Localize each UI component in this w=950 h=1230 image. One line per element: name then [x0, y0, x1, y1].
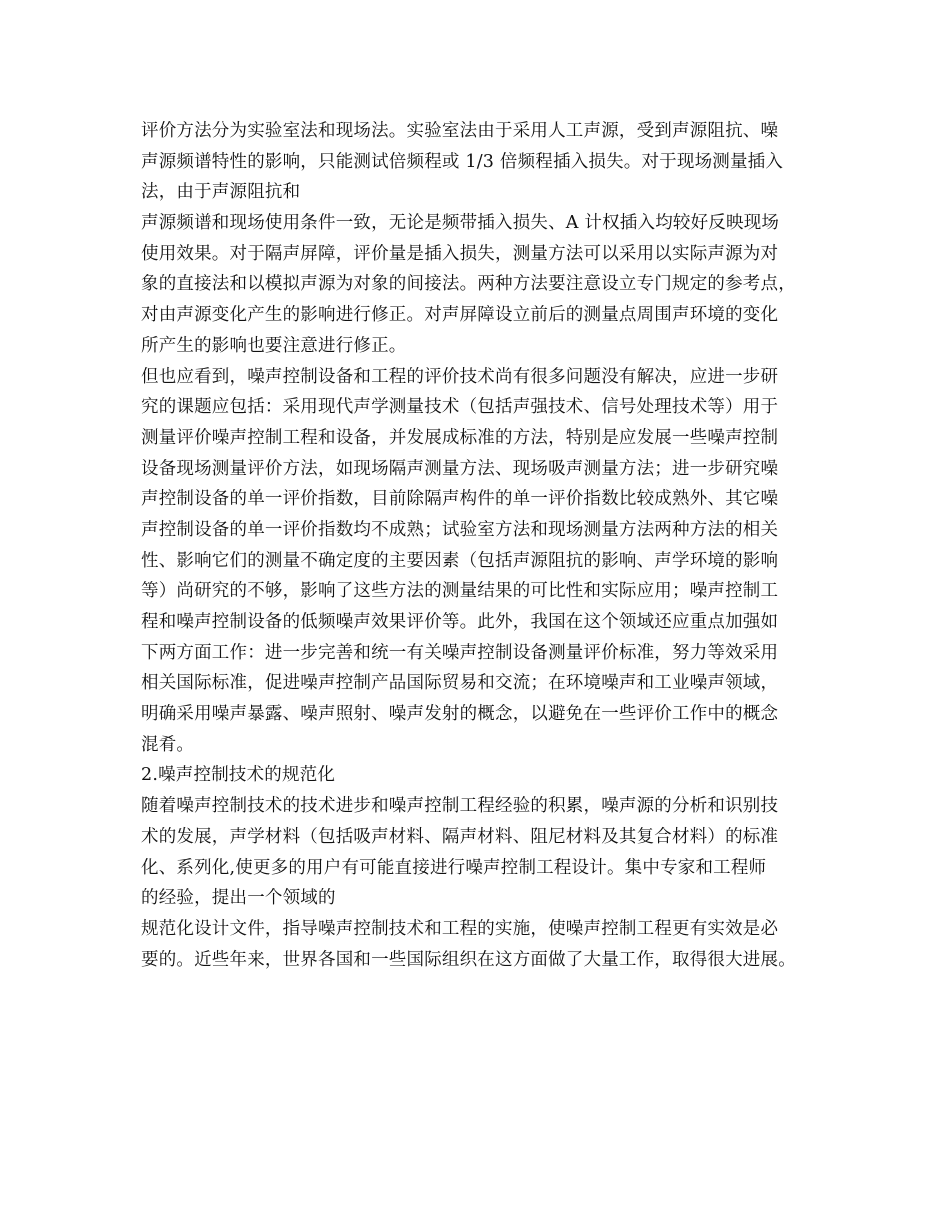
text-line: 法，由于声源阻抗和	[141, 182, 301, 203]
text-line: 性、影响它们的测量不确定度的主要因素（包括声源阻抗的影响、声学环境的影响	[141, 550, 779, 571]
text-line: 下两方面工作：进一步完善和统一有关噪声控制设备测量评价标准，努力等效采用	[141, 642, 779, 663]
text-line: 程和噪声控制设备的低频噪声效果评价等。此外，我国在这个领域还应重点加强如	[141, 612, 779, 632]
document-body	[141, 116, 841, 975]
text-line: 规范化设计文件，指导噪声控制技术和工程的实施，使噪声控制工程更有实效是必	[141, 918, 779, 939]
text-line: 设备现场测量评价方法，如现场隔声测量方法、现场吸声测量方法；进一步研究噪	[141, 458, 779, 479]
text-line: 声源频谱和现场使用条件一致，无论是频带插入损失、A 计权插入均较好反映现场	[141, 213, 780, 234]
text-line: 的经验，提出一个领域的	[141, 888, 336, 909]
text-line: 相关国际标准，促进噪声控制产品国际贸易和交流；在环境噪声和工业噪声领域，	[141, 673, 779, 694]
text-line: 使用效果。对于隔声屏障，评价量是插入损失，测量方法可以采用以实际声源为对	[141, 243, 779, 264]
text-line: 声控制设备的单一评价指数均不成熟；试验室方法和现场测量方法两种方法的相关	[141, 519, 779, 540]
text-line: 测量评价噪声控制工程和设备，并发展成标准的方法，特别是应发展一些噪声控制	[141, 427, 779, 448]
text-line: 但也应看到，噪声控制设备和工程的评价技术尚有很多问题没有解决，应进一步研	[141, 366, 779, 387]
text-line: 明确采用噪声暴露、噪声照射、噪声发射的概念，以避免在一些评价工作中的概念	[141, 704, 779, 725]
text-line: 随着噪声控制技术的技术进步和噪声控制工程经验的积累，噪声源的分析和识别技	[141, 796, 779, 817]
text-line: 混肴。	[141, 734, 195, 755]
text-line: 究的课题应包括：采用现代声学测量技术（包括声强技术、信号处理技术等）用于	[141, 397, 779, 418]
text-line: 等）尚研究的不够，影响了这些方法的测量结果的可比性和实际应用；噪声控制工	[141, 581, 779, 602]
text-line: 所产生的影响也要注意进行修正。	[141, 335, 407, 356]
text-line: 声源频谱特性的影响，只能测试倍频程或 1/3 倍频程插入损失。对于现场测量插入	[141, 151, 784, 172]
text-line: 评价方法分为实验室法和现场法。实验室法由于采用人工声源，受到声源阻抗、噪	[141, 121, 779, 141]
text-line: 术的发展，声学材料（包括吸声材料、隔声材料、阻尼材料及其复合材料）的标准	[141, 826, 779, 847]
text-line: 声控制设备的单一评价指数，目前除隔声构件的单一评价指数比较成熟外、其它噪	[141, 489, 779, 510]
text-line: 对由声源变化产生的影响进行修正。对声屏障设立前后的测量点周围声环境的变化	[141, 305, 779, 326]
section-heading: 2.噪声控制技术的规范化	[141, 765, 336, 786]
text-line: 化、系列化,使更多的用户有可能直接进行噪声控制工程设计。集中专家和工程师	[141, 857, 767, 878]
text-line: 要的。近些年来，世界各国和一些国际组织在这方面做了大量工作，取得很大进展。	[141, 949, 796, 970]
text-line: 象的直接法和以模拟声源为对象的间接法。两种方法要注意设立专门规定的参考点，	[141, 274, 796, 295]
